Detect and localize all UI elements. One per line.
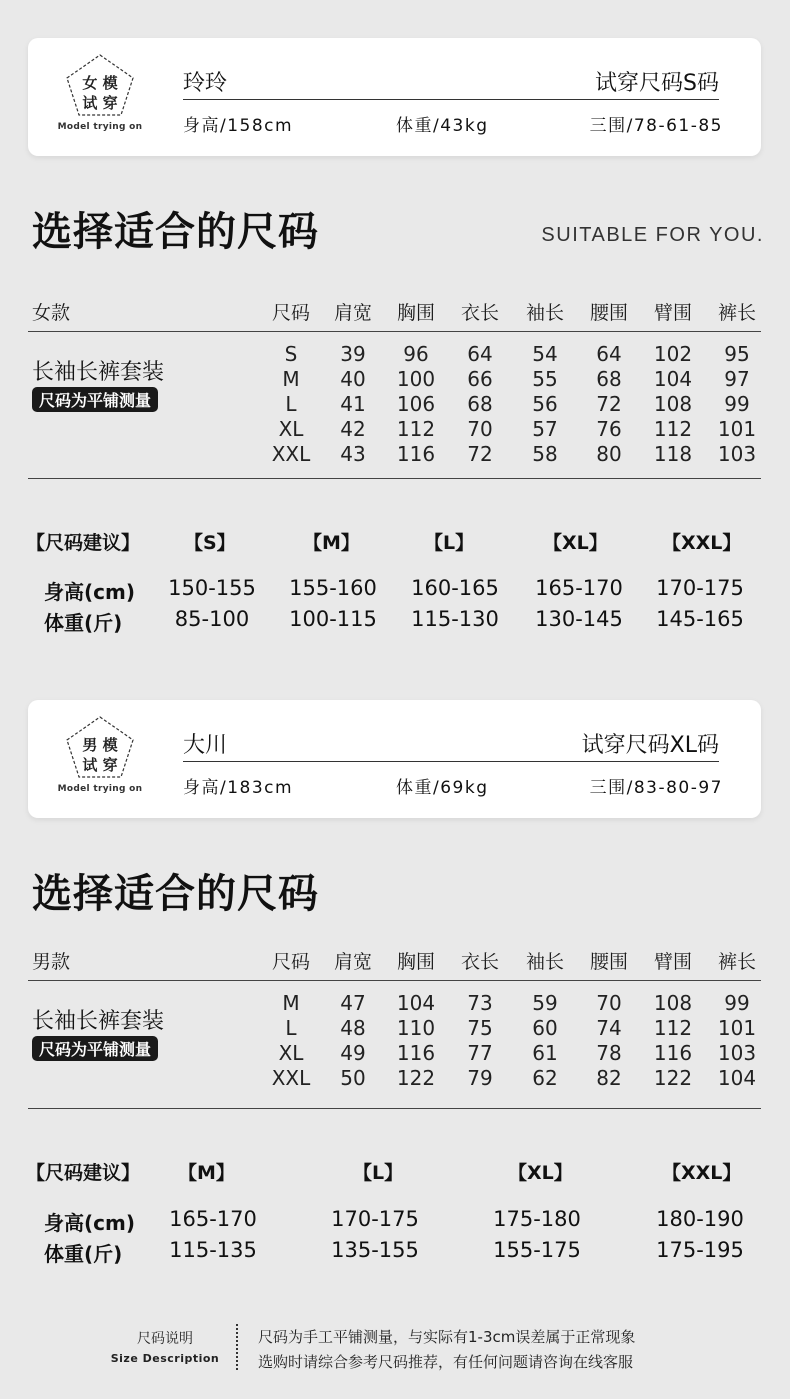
divider xyxy=(183,99,719,100)
cell-waist: 80 xyxy=(596,442,622,466)
cell-arm: 102 xyxy=(653,342,693,366)
cell-arm: 112 xyxy=(653,1016,693,1040)
model-name: 大川 xyxy=(183,733,228,758)
col-waist: 腰围 xyxy=(589,302,628,324)
measure-tag: 尺码为平铺测量 xyxy=(32,387,158,412)
rec-title: 【尺码建议】 xyxy=(26,1162,141,1184)
rec-weight: 175-195 xyxy=(656,1238,744,1262)
rec-weight: 115-130 xyxy=(411,607,499,631)
cell-pants: 99 xyxy=(724,392,750,416)
cell-length: 73 xyxy=(467,991,493,1015)
female-table-body xyxy=(28,333,761,479)
cell-length: 77 xyxy=(467,1041,493,1065)
rec-weight: 100-115 xyxy=(289,607,377,631)
female-heading: 选择适合的尺码 xyxy=(32,209,319,255)
cell-size: M xyxy=(282,991,300,1015)
cell-waist: 68 xyxy=(596,367,622,391)
cell-chest: 104 xyxy=(396,991,436,1015)
cell-size: XL xyxy=(278,1041,304,1065)
try-size: 试穿尺码XL码 xyxy=(581,733,719,758)
model-weight: 体重/69kg xyxy=(396,778,489,798)
product-name: 长袖长裤套装 xyxy=(32,360,165,385)
table-label: 男款 xyxy=(32,951,71,973)
rec-height: 155-160 xyxy=(289,576,377,600)
rec-size: 【XXL】 xyxy=(662,1162,742,1184)
col-size: 尺码 xyxy=(271,951,310,973)
model-measurements: 三围/83-80-97 xyxy=(589,778,723,798)
cell-shoulder: 49 xyxy=(340,1041,366,1065)
cell-arm: 104 xyxy=(653,367,693,391)
cell-chest: 106 xyxy=(396,392,436,416)
rec-weight: 130-145 xyxy=(535,607,623,631)
rec-title: 【尺码建议】 xyxy=(26,532,141,554)
cell-pants: 104 xyxy=(717,1066,757,1090)
female-table-header xyxy=(28,292,761,332)
model-measurements: 三围/78-61-85 xyxy=(589,116,723,136)
cell-length: 72 xyxy=(467,442,493,466)
cell-pants: 101 xyxy=(717,417,757,441)
cell-waist: 74 xyxy=(596,1016,622,1040)
badge-line1: 男 模 xyxy=(82,736,118,754)
cell-shoulder: 43 xyxy=(340,442,366,466)
cell-shoulder: 47 xyxy=(340,991,366,1015)
cell-chest: 122 xyxy=(396,1066,436,1090)
rec-height: 170-175 xyxy=(331,1207,419,1231)
divider xyxy=(183,761,719,762)
rec-size: 【L】 xyxy=(353,1162,404,1184)
rec-height: 175-180 xyxy=(493,1207,581,1231)
cell-sleeve: 57 xyxy=(532,417,558,441)
rec-weight: 115-135 xyxy=(169,1238,257,1262)
rec-height: 160-165 xyxy=(411,576,499,600)
cell-arm: 112 xyxy=(653,417,693,441)
cell-sleeve: 58 xyxy=(532,442,558,466)
rec-weight-label: 体重(斤) xyxy=(44,1242,123,1266)
cell-shoulder: 41 xyxy=(340,392,366,416)
cell-chest: 112 xyxy=(396,417,436,441)
badge-line1: 女 模 xyxy=(82,74,118,92)
cell-waist: 76 xyxy=(596,417,622,441)
cell-waist: 82 xyxy=(596,1066,622,1090)
cell-waist: 64 xyxy=(596,342,622,366)
col-size: 尺码 xyxy=(271,302,310,324)
rec-height: 150-155 xyxy=(168,576,256,600)
footer-separator xyxy=(236,1324,238,1370)
cell-shoulder: 48 xyxy=(340,1016,366,1040)
cell-sleeve: 61 xyxy=(532,1041,558,1065)
cell-chest: 116 xyxy=(396,442,436,466)
female-model-card xyxy=(28,38,761,156)
cell-chest: 110 xyxy=(396,1016,436,1040)
col-sleeve: 袖长 xyxy=(525,951,564,973)
col-arm: 臂围 xyxy=(653,302,692,324)
cell-arm: 118 xyxy=(653,442,693,466)
cell-pants: 97 xyxy=(724,367,750,391)
cell-waist: 78 xyxy=(596,1041,622,1065)
footer-note-2: 选购时请综合参考尺码推荐，有任何问题请咨询在线客服 xyxy=(258,1353,634,1371)
measure-tag: 尺码为平铺测量 xyxy=(32,1036,158,1061)
model-height: 身高/183cm xyxy=(183,778,294,798)
rec-height: 165-170 xyxy=(535,576,623,600)
cell-arm: 116 xyxy=(653,1041,693,1065)
cell-shoulder: 40 xyxy=(340,367,366,391)
cell-sleeve: 60 xyxy=(532,1016,558,1040)
cell-size: S xyxy=(284,342,298,366)
col-length: 衣长 xyxy=(460,302,499,324)
cell-sleeve: 62 xyxy=(532,1066,558,1090)
model-weight: 体重/43kg xyxy=(396,116,489,136)
badge-line2: 试 穿 xyxy=(82,94,118,112)
cell-shoulder: 42 xyxy=(340,417,366,441)
rec-size: 【M】 xyxy=(303,532,360,554)
badge-line2: 试 穿 xyxy=(82,756,118,774)
badge-english: Model trying on xyxy=(57,784,143,794)
cell-pants: 103 xyxy=(717,1041,757,1065)
male-model-card xyxy=(28,700,761,818)
col-waist: 腰围 xyxy=(589,951,628,973)
rec-size: 【XXL】 xyxy=(662,532,742,554)
col-pants: 裤长 xyxy=(717,951,756,973)
footer-note-1: 尺码为手工平铺测量，与实际有1-3cm误差属于正常现象 xyxy=(258,1328,636,1346)
cell-length: 79 xyxy=(467,1066,493,1090)
size-description-title: 尺码说明 xyxy=(137,1331,193,1347)
rec-size: 【M】 xyxy=(178,1162,235,1184)
size-description-title-en: Size Description xyxy=(110,1352,220,1365)
rec-size: 【XL】 xyxy=(543,532,608,554)
cell-shoulder: 50 xyxy=(340,1066,366,1090)
badge-english: Model trying on xyxy=(57,122,143,132)
cell-size: L xyxy=(285,392,297,416)
rec-height-label: 身高(cm) xyxy=(44,1211,135,1235)
col-chest: 胸围 xyxy=(396,951,435,973)
col-chest: 胸围 xyxy=(396,302,435,324)
cell-pants: 101 xyxy=(717,1016,757,1040)
model-height: 身高/158cm xyxy=(183,116,294,136)
rec-weight: 145-165 xyxy=(656,607,744,631)
cell-sleeve: 54 xyxy=(532,342,558,366)
rec-size: 【S】 xyxy=(184,532,236,554)
rec-weight: 85-100 xyxy=(174,607,250,631)
cell-pants: 95 xyxy=(724,342,750,366)
cell-sleeve: 56 xyxy=(532,392,558,416)
cell-arm: 108 xyxy=(653,392,693,416)
rec-weight-label: 体重(斤) xyxy=(44,611,123,635)
rec-weight: 135-155 xyxy=(331,1238,419,1262)
rec-height-label: 身高(cm) xyxy=(44,580,135,604)
male-model-badge xyxy=(57,714,143,798)
cell-shoulder: 39 xyxy=(340,342,366,366)
male-table-header xyxy=(28,941,761,981)
cell-pants: 99 xyxy=(724,991,750,1015)
cell-arm: 108 xyxy=(653,991,693,1015)
rec-height: 165-170 xyxy=(169,1207,257,1231)
rec-weight: 155-175 xyxy=(493,1238,581,1262)
suitable-for-you: SUITABLE FOR YOU. xyxy=(541,224,764,246)
cell-length: 75 xyxy=(467,1016,493,1040)
rec-height: 170-175 xyxy=(656,576,744,600)
cell-pants: 103 xyxy=(717,442,757,466)
female-model-badge xyxy=(57,52,143,136)
cell-length: 70 xyxy=(467,417,493,441)
cell-size: XL xyxy=(278,417,304,441)
product-name: 长袖长裤套装 xyxy=(32,1009,165,1034)
model-name: 玲玲 xyxy=(183,71,228,96)
col-shoulder: 肩宽 xyxy=(333,302,372,324)
col-shoulder: 肩宽 xyxy=(333,951,372,973)
cell-size: XXL xyxy=(271,1066,311,1090)
cell-chest: 96 xyxy=(403,342,429,366)
cell-waist: 72 xyxy=(596,392,622,416)
col-arm: 臂围 xyxy=(653,951,692,973)
cell-size: M xyxy=(282,367,300,391)
rec-size: 【XL】 xyxy=(508,1162,573,1184)
cell-waist: 70 xyxy=(596,991,622,1015)
cell-sleeve: 55 xyxy=(532,367,558,391)
male-heading: 选择适合的尺码 xyxy=(32,871,319,917)
cell-size: XXL xyxy=(271,442,311,466)
cell-length: 68 xyxy=(467,392,493,416)
rec-size: 【L】 xyxy=(424,532,475,554)
col-sleeve: 袖长 xyxy=(525,302,564,324)
cell-length: 66 xyxy=(467,367,493,391)
cell-chest: 116 xyxy=(396,1041,436,1065)
col-length: 衣长 xyxy=(460,951,499,973)
cell-length: 64 xyxy=(467,342,493,366)
col-pants: 裤长 xyxy=(717,302,756,324)
cell-size: L xyxy=(285,1016,297,1040)
table-label: 女款 xyxy=(32,302,71,324)
cell-sleeve: 59 xyxy=(532,991,558,1015)
try-size: 试穿尺码S码 xyxy=(595,71,719,96)
cell-arm: 122 xyxy=(653,1066,693,1090)
cell-chest: 100 xyxy=(396,367,436,391)
male-table-body xyxy=(28,982,761,1109)
rec-height: 180-190 xyxy=(656,1207,744,1231)
